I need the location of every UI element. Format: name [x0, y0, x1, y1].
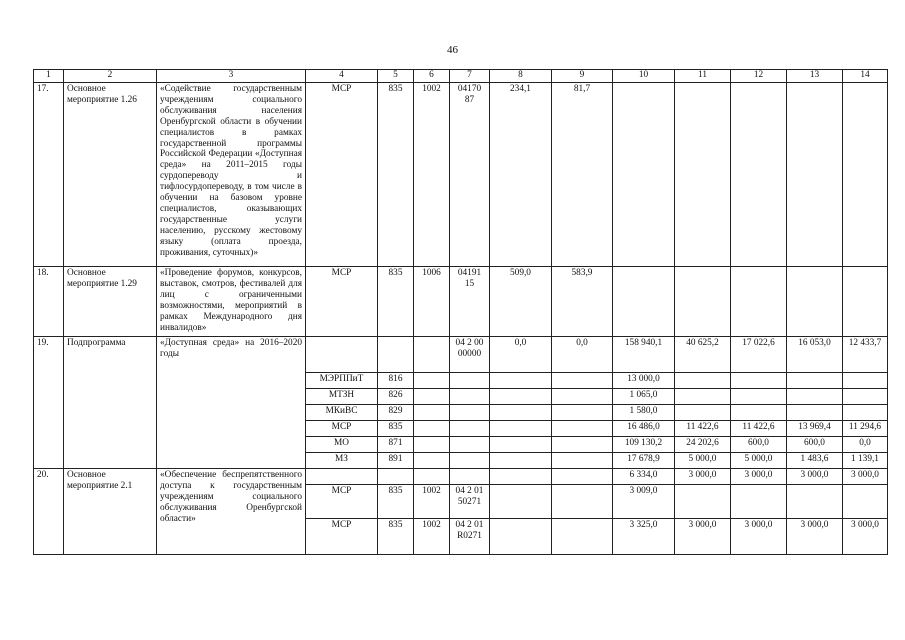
value-cell: [731, 485, 787, 519]
activity-description: «Проведение форумов, конкурсов, выставок, смотров, фестивалей для лиц с ограниченными возможностями, мероприятий в рамках Международного дня инвалидов»: [157, 267, 306, 337]
table-row: [34, 83, 888, 267]
value-cell: 1 065,0: [613, 389, 675, 405]
executor-cell: МСР: [306, 519, 378, 555]
row-number: 17.: [34, 83, 64, 267]
value-cell: [843, 373, 888, 389]
value-cell: 5 000,0: [675, 453, 731, 469]
value-cell: 583,9: [552, 267, 613, 337]
value-cell: 40 625,2: [675, 337, 731, 373]
activity-description: «Доступная среда» на 2016–2020 годы: [157, 337, 306, 469]
header-cell: 2: [64, 70, 157, 83]
value-cell: 81,7: [552, 83, 613, 267]
code-cell: 04 2 01 50271: [450, 485, 490, 519]
page-number: 46: [447, 44, 458, 56]
row-number: 18.: [34, 267, 64, 337]
value-cell: 12 433,7: [843, 337, 888, 373]
code-cell: 829: [378, 405, 414, 421]
code-cell: 871: [378, 437, 414, 453]
value-cell: 509,0: [490, 267, 552, 337]
code-cell: 835: [378, 267, 414, 337]
value-cell: 600,0: [731, 437, 787, 453]
executor-cell: МТЗН: [306, 389, 378, 405]
value-cell: 3 000,0: [787, 469, 843, 485]
value-cell: [675, 405, 731, 421]
value-cell: 1 483,6: [787, 453, 843, 469]
activity-name: Основное мероприятие 1.26: [64, 83, 157, 267]
code-cell: 835: [378, 519, 414, 555]
value-cell: 3 000,0: [675, 469, 731, 485]
table-row: [34, 267, 888, 337]
value-cell: 3 000,0: [843, 469, 888, 485]
value-cell: 109 130,2: [613, 437, 675, 453]
value-cell: 1 580,0: [613, 405, 675, 421]
value-cell: 600,0: [787, 437, 843, 453]
value-cell: 11 422,6: [731, 421, 787, 437]
value-cell: 16 486,0: [613, 421, 675, 437]
value-cell: 13 969,4: [787, 421, 843, 437]
value-cell: 16 053,0: [787, 337, 843, 373]
code-cell: 04191 15: [450, 267, 490, 337]
value-cell: [843, 389, 888, 405]
executor-cell: МЗ: [306, 453, 378, 469]
activity-name: Основное мероприятие 2.1: [64, 469, 157, 555]
activity-description: «Содействие государственным учреждениям социального обслуживания населения Оренбургской области в обучении специалистов в рамках государственной программы Российской Федерации «Доступная среда» на 2011–2015 годы сурдопереводу и тифлосурдопереводу, в том числе в обучении на базовом уровне специалистов, оказывающих государственные услуги населению, русскому жестовому языку (оплата проезда, проживания, суточных)»: [157, 83, 306, 267]
program-table: [33, 69, 888, 555]
value-cell: [731, 405, 787, 421]
header-cell: 6: [414, 70, 450, 83]
code-cell: 891: [378, 453, 414, 469]
code-cell: 835: [378, 421, 414, 437]
header-cell: 11: [675, 70, 731, 83]
value-cell: [731, 373, 787, 389]
code-cell: 826: [378, 389, 414, 405]
executor-cell: МСР: [306, 267, 378, 337]
header-cell: 5: [378, 70, 414, 83]
code-cell: 835: [378, 83, 414, 267]
value-cell: [787, 389, 843, 405]
code-cell: 04 2 01 R0271: [450, 519, 490, 555]
header-cell: 14: [843, 70, 888, 83]
value-cell: 1 139,1: [843, 453, 888, 469]
value-cell: 3 000,0: [731, 519, 787, 555]
value-cell: 3 000,0: [843, 519, 888, 555]
header-cell: 13: [787, 70, 843, 83]
value-cell: [787, 485, 843, 519]
value-cell: [787, 405, 843, 421]
value-cell: 17 022,6: [731, 337, 787, 373]
activity-description: «Обеспечение беспрепятственного доступа к государственным учреждениям социального обслуживания Оренбургской области»: [157, 469, 306, 555]
value-cell: 13 000,0: [613, 373, 675, 389]
value-cell: 3 009,0: [613, 485, 675, 519]
code-cell: 1002: [414, 519, 450, 555]
value-cell: 3 000,0: [731, 469, 787, 485]
executor-cell: МКиВС: [306, 405, 378, 421]
value-cell: 0,0: [490, 337, 552, 373]
value-cell: 234,1: [490, 83, 552, 267]
value-cell: 11 294,6: [843, 421, 888, 437]
header-cell: 9: [552, 70, 613, 83]
value-cell: [787, 373, 843, 389]
value-cell: 24 202,6: [675, 437, 731, 453]
header-cell: 3: [157, 70, 306, 83]
value-cell: 0,0: [552, 337, 613, 373]
executor-cell: МСР: [306, 83, 378, 267]
executor-cell: МСР: [306, 421, 378, 437]
header-cell: 1: [34, 70, 64, 83]
header-cell: 12: [731, 70, 787, 83]
value-cell: [731, 389, 787, 405]
row-number: 20.: [34, 469, 64, 555]
executor-cell: МО: [306, 437, 378, 453]
header-cell: 10: [613, 70, 675, 83]
value-cell: 158 940,1: [613, 337, 675, 373]
value-cell: 3 325,0: [613, 519, 675, 555]
code-cell: 816: [378, 373, 414, 389]
value-cell: 6 334,0: [613, 469, 675, 485]
header-row: [34, 70, 888, 83]
executor-cell: МСР: [306, 485, 378, 519]
code-cell: 04170 87: [450, 83, 490, 267]
activity-name: Основное мероприятие 1.29: [64, 267, 157, 337]
header-cell: 7: [450, 70, 490, 83]
code-cell: 1002: [414, 83, 450, 267]
value-cell: [675, 389, 731, 405]
value-cell: [675, 373, 731, 389]
value-cell: 0,0: [843, 437, 888, 453]
header-cell: 8: [490, 70, 552, 83]
value-cell: [843, 485, 888, 519]
header-cell: 4: [306, 70, 378, 83]
code-cell: 835: [378, 485, 414, 519]
code-cell: 04 2 00 00000: [450, 337, 490, 373]
value-cell: 5 000,0: [731, 453, 787, 469]
executor-cell: МЭРППиТ: [306, 373, 378, 389]
value-cell: 3 000,0: [675, 519, 731, 555]
table-row: [34, 337, 888, 373]
code-cell: 1006: [414, 267, 450, 337]
table-row: [34, 469, 888, 485]
value-cell: [843, 405, 888, 421]
value-cell: 11 422,6: [675, 421, 731, 437]
value-cell: [675, 485, 731, 519]
value-cell: 3 000,0: [787, 519, 843, 555]
value-cell: 17 678,9: [613, 453, 675, 469]
activity-name: Подпрограмма: [64, 337, 157, 469]
code-cell: 1002: [414, 485, 450, 519]
row-number: 19.: [34, 337, 64, 469]
